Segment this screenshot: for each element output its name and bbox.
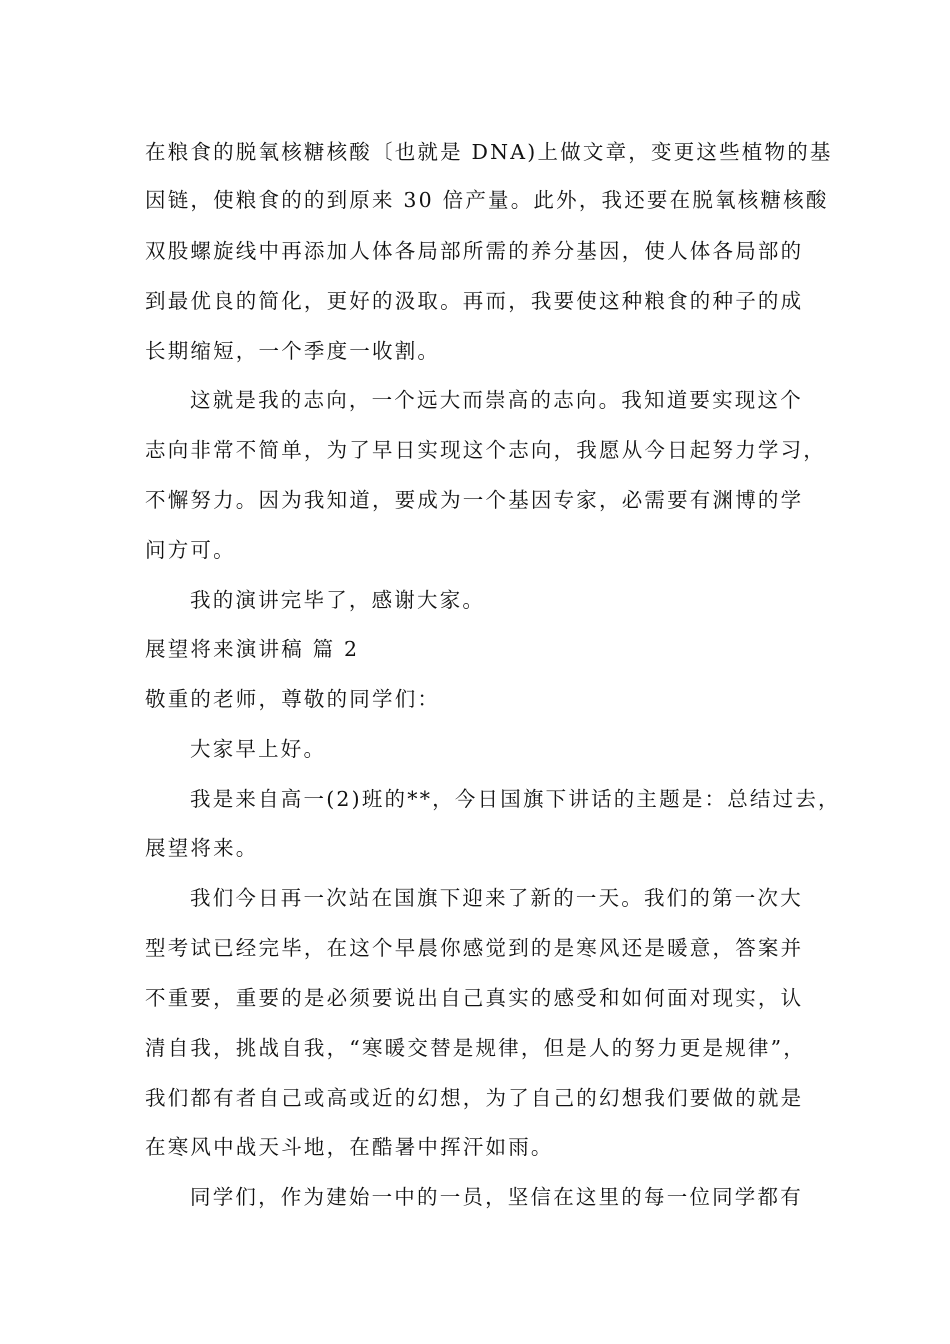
paragraph-line: 不懈努力。因为我知道，要成为一个基因专家，必需要有渊博的学 [145,488,804,512]
paragraph-line: 志向非常不简单，为了早日实现这个志向，我愿从今日起努力学习， [145,438,826,462]
paragraph-line: 双股螺旋线中再添加人体各局部所需的养分基因，使人体各局部的 [145,239,804,263]
paragraph-line: 问方可。 [145,538,236,562]
paragraph-line: 在粮食的脱氧核糖核酸〔也就是 DNA)上做文章，变更这些植物的基 [145,140,833,164]
section-heading: 展望将来演讲稿 篇 2 [145,637,360,661]
paragraph-line: 因链，使粮食的的到原来 30 倍产量。此外，我还要在脱氧核糖核酸 [145,188,829,212]
paragraph-line: 这就是我的志向，一个远大而崇高的志向。我知道要实现这个 [190,388,803,412]
paragraph-line: 我们今日再一次站在国旗下迎来了新的一天。我们的第一次大 [190,886,803,910]
paragraph-line: 同学们，作为建始一中的一员，坚信在这里的每一位同学都有 [190,1185,803,1209]
paragraph-line: 到最优良的简化，更好的汲取。再而，我要使这种粮食的种子的成 [145,289,804,313]
greeting: 大家早上好。 [190,737,327,761]
paragraph-line: 展望将来。 [145,836,259,860]
paragraph-line: 型考试已经完毕，在这个早晨你感觉到的是寒风还是暖意，答案并 [145,936,804,960]
paragraph-line: 清自我，挑战自我，“寒暖交替是规律，但是人的努力更是规律”， [145,1036,806,1060]
paragraph-line: 我是来自高一(2)班的**，今日国旗下讲话的主题是：总结过去， [190,787,841,811]
closing-line: 我的演讲完毕了，感谢大家。 [190,588,486,612]
paragraph-line: 我们都有者自己或高或近的幻想，为了自己的幻想我们要做的就是 [145,1086,804,1110]
paragraph-line: 长期缩短，一个季度一收割。 [145,339,441,363]
paragraph-line: 在寒风中战天斗地，在酷暑中挥汗如雨。 [145,1135,554,1159]
paragraph-line: 不重要，重要的是必须要说出自己真实的感受和如何面对现实，认 [145,986,804,1010]
salutation: 敬重的老师，尊敬的同学们： [145,687,441,711]
